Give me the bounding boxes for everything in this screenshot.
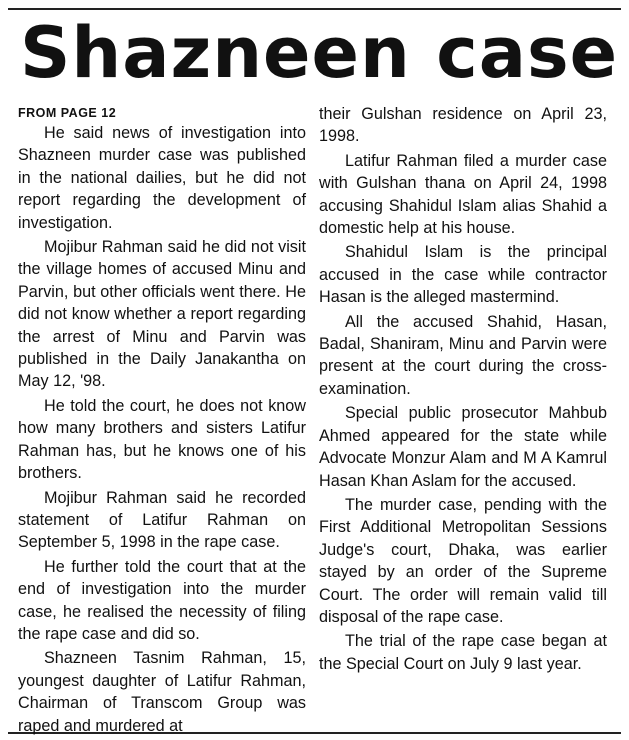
headline: Shazneen case <box>20 12 619 94</box>
paragraph: Latifur Rahman filed a murder case with Gulshan thana on April 24, 1998 accusing Shahidul Islam alias Shahid a domestic help at his house. <box>319 151 607 238</box>
paragraph: All the accused Shahid, Hasan, Badal, Shaniram, Minu and Parvin were present at the court during the cross-examination. <box>319 312 607 398</box>
paragraph: The murder case, pending with the First Additional Metropolitan Sessions Judge's court, Dhaka, was earlier stayed by an order of the Supreme Court. The order will remain valid till disposal of the rape case. <box>319 495 607 626</box>
paragraph: Mojibur Rahman said he did not visit the village homes of accused Minu and Parvin, but other officials went there. He did not know whether a report regarding the arrest of Minu and Parvin was published in the Daily Janakantha on May 12, '98. <box>18 238 306 391</box>
right-column <box>319 103 607 677</box>
paragraph: Special public prosecutor Mahbub Ahmed appeared for the state while Advocate Monzur Alam and M A Kamrul Hasan Khan Aslam for the accused. <box>319 404 607 490</box>
paragraph: Mojibur Rahman said he recorded statement of Latifur Rahman on September 5, 1998 in the rape case. <box>18 488 306 552</box>
paragraph: Shazneen Tasnim Rahman, 15, youngest daughter of Latifur Rahman, Chairman of Transcom Group was raped and murdered at <box>18 649 306 735</box>
paragraph: The trial of the rape case began at the Special Court on July 9 last year. <box>319 632 607 673</box>
paragraph: Shahidul Islam is the principal accused in the case while contractor Hasan is the alleged mastermind. <box>319 243 607 307</box>
kicker: FROM PAGE 12 <box>18 106 117 120</box>
paragraph-continuation: their Gulshan residence on April 23, 1998. <box>319 105 607 146</box>
left-column <box>18 104 306 739</box>
paragraph: He said news of investigation into Shazneen murder case was published in the national dailies, but he did not report regarding the development of investigation. <box>18 124 306 232</box>
paragraph: He told the court, he does not know how many brothers and sisters Latifur Rahman has, but he knows one of his brothers. <box>18 396 306 483</box>
paragraph: He further told the court that at the end of investigation into the murder case, he realised the necessity of filing the rape case and did so. <box>18 557 306 643</box>
